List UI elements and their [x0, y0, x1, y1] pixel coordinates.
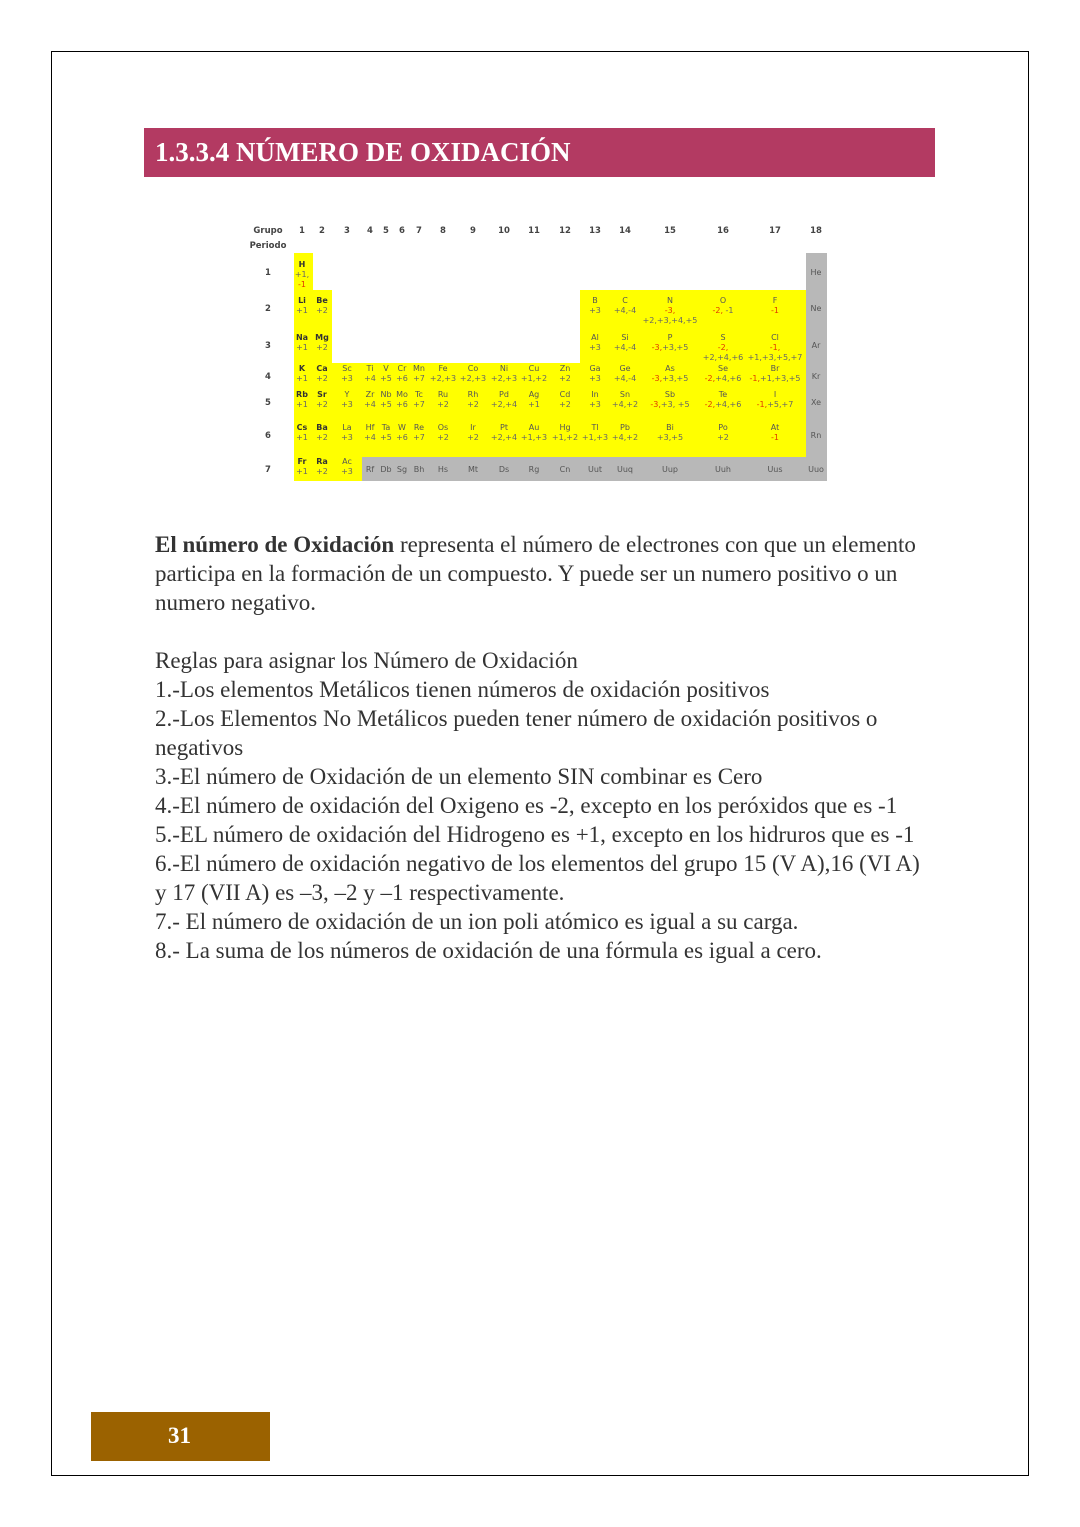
oxidation-states: -1, +1,+3,+5,+7 — [747, 343, 803, 362]
element-cell — [589, 390, 601, 410]
element-cell — [705, 390, 742, 410]
period-number: 5 — [265, 398, 271, 408]
element-symbol: Ac — [342, 457, 352, 466]
element-cell — [528, 390, 540, 410]
element-symbol: Ni — [499, 364, 509, 373]
element-symbol: O — [719, 296, 727, 305]
element-symbol: N — [667, 296, 673, 305]
element-cell — [413, 423, 425, 443]
oxidation-states: +4,-4 — [613, 374, 637, 383]
element-symbol: Tc — [415, 390, 423, 399]
element-symbol: Si — [621, 333, 629, 342]
element-symbol: Br — [770, 364, 780, 373]
period-number: 4 — [265, 372, 271, 382]
oxidation-states: +1 — [296, 400, 308, 409]
element-cell — [438, 465, 448, 475]
element-cell — [662, 465, 678, 475]
element-symbol: Cr — [397, 364, 407, 373]
element-cell — [491, 364, 517, 384]
oxidation-states: +2 — [316, 343, 328, 352]
element-cell — [296, 296, 308, 316]
element-cell — [413, 364, 425, 384]
oxidation-states: -1 — [771, 306, 779, 315]
element-symbol: V — [383, 364, 389, 373]
element-cell — [748, 333, 803, 363]
element-symbol: Ru — [437, 390, 449, 399]
element-symbol: Uuo — [808, 465, 824, 474]
element-cell — [521, 364, 547, 384]
element-cell — [491, 423, 517, 443]
oxidation-states: +3 — [341, 400, 353, 409]
element-symbol: Mt — [467, 465, 479, 474]
element-cell — [750, 364, 801, 384]
rule-item: 5.-EL número de oxidación del Hidrogeno es +1, excepto en los hidruros que es -1 — [155, 822, 915, 847]
element-symbol: Mo — [396, 390, 408, 399]
element-cell — [437, 390, 449, 410]
group-number: 4 — [367, 226, 373, 236]
oxidation-states: +6 — [396, 433, 408, 442]
element-cell — [380, 390, 392, 410]
oxidation-states: +4,-4 — [613, 343, 637, 352]
element-cell — [396, 423, 408, 443]
body-text — [155, 530, 935, 965]
element-cell — [316, 364, 328, 384]
group-number: 3 — [344, 226, 350, 236]
oxidation-states: +4,-4 — [613, 306, 637, 315]
element-cell — [703, 333, 743, 363]
element-symbol: Re — [413, 423, 425, 432]
oxidation-states: +6 — [396, 400, 408, 409]
element-symbol: Uup — [661, 465, 679, 474]
oxidation-states: +2 — [316, 306, 328, 315]
period-number: 1 — [265, 268, 271, 278]
element-cell — [467, 390, 479, 410]
period-number: 3 — [265, 341, 271, 351]
rule-item: 3.-El número de Oxidación de un elemento SIN combinar es Cero — [155, 764, 763, 789]
rules-list — [155, 675, 935, 965]
element-cell — [380, 364, 392, 384]
element-symbol: Pb — [620, 423, 630, 432]
group-number: 1 — [299, 226, 305, 236]
element-symbol: Pt — [500, 423, 508, 432]
group-number: 10 — [498, 226, 510, 236]
oxidation-states: +3,+5 — [656, 433, 684, 442]
element-symbol: As — [665, 364, 675, 373]
element-cell — [316, 457, 328, 477]
element-cell — [414, 465, 425, 475]
oxidation-states: +4,+2 — [611, 433, 639, 442]
element-cell — [712, 296, 733, 316]
oxidation-states: +3 — [341, 433, 353, 442]
oxidation-states: +1 — [296, 433, 308, 442]
element-symbol: Ir — [470, 423, 476, 432]
element-cell — [812, 372, 821, 382]
element-symbol: Ca — [316, 364, 328, 373]
element-symbol: Mn — [413, 364, 425, 373]
intro-bold: El número de Oxidación — [155, 532, 395, 557]
element-symbol: Rb — [296, 390, 308, 399]
element-symbol: Cu — [528, 364, 540, 373]
element-cell — [341, 423, 353, 443]
oxidation-states: +1 — [296, 467, 308, 476]
element-symbol: Se — [717, 364, 728, 373]
group-number: 6 — [399, 226, 405, 236]
element-symbol: Uut — [587, 465, 603, 474]
element-cell — [364, 364, 376, 384]
element-symbol: Cd — [559, 390, 571, 399]
period-label: Periodo — [249, 241, 287, 251]
rule-item: 1.-Los elementos Metálicos tienen números de oxidación positivos — [155, 677, 770, 702]
oxidation-states: +3 — [589, 400, 601, 409]
element-cell — [652, 333, 689, 353]
element-symbol: Db — [380, 465, 392, 474]
element-symbol: P — [667, 333, 673, 342]
oxidation-states: +2 — [316, 400, 328, 409]
page-number-box — [91, 1412, 270, 1461]
oxidation-states: +2,+3 — [490, 374, 518, 383]
rule-item: 7.- El número de oxidación de un ion poli atómico es igual a su carga. — [155, 909, 799, 934]
element-symbol: B — [592, 296, 598, 305]
oxidation-states: -1 — [771, 433, 779, 442]
element-symbol: Pd — [499, 390, 509, 399]
element-symbol: Hg — [559, 423, 571, 432]
element-cell — [650, 390, 689, 410]
oxidation-states: +2 — [316, 374, 328, 383]
element-cell — [296, 333, 308, 353]
section-title: 1.3.3.4 NÚMERO DE OXIDACIÓN — [155, 137, 571, 167]
element-symbol: Uus — [767, 465, 783, 474]
element-cell — [341, 457, 353, 477]
oxidation-states: +2 — [437, 433, 449, 442]
element-symbol: Cn — [559, 465, 571, 474]
oxidation-states: +2 — [717, 433, 729, 442]
group-number: 11 — [528, 226, 540, 236]
element-cell — [588, 465, 602, 475]
element-symbol: Nb — [380, 390, 392, 399]
element-cell — [397, 465, 407, 475]
element-cell — [296, 423, 308, 443]
element-symbol: Os — [437, 423, 449, 432]
element-symbol: Sg — [396, 465, 408, 474]
oxidation-states: +3 — [589, 343, 601, 352]
rule-item: 8.- La suma de los números de oxidación de una fórmula es igual a cero. — [155, 938, 822, 963]
element-cell — [413, 390, 425, 410]
element-cell — [380, 465, 391, 475]
element-cell — [705, 364, 742, 384]
element-cell — [316, 296, 328, 316]
oxidation-states: +4 — [364, 374, 376, 383]
oxidation-states: +2 — [316, 467, 328, 476]
element-cell — [811, 304, 822, 314]
oxidation-states: +3 — [589, 374, 601, 383]
element-cell — [643, 296, 698, 326]
element-symbol: Li — [298, 296, 306, 305]
element-cell — [811, 398, 821, 408]
element-symbol: Ag — [528, 390, 540, 399]
element-cell — [296, 457, 308, 477]
element-symbol: Zn — [559, 364, 571, 373]
oxidation-states: -2,+4,+6 — [704, 374, 742, 383]
group-number: 17 — [769, 226, 781, 236]
element-symbol: K — [298, 364, 306, 373]
oxidation-states: +1,+2 — [520, 374, 548, 383]
element-cell — [589, 296, 601, 316]
element-symbol: Na — [295, 333, 309, 342]
element-cell — [296, 390, 308, 410]
rule-item: 6.-El número de oxidación negativo de los elementos del grupo 15 (V A),16 (VI A) y 17 (VII A) es –3, –2 y –1 respectivamente. — [155, 851, 920, 905]
element-symbol: In — [591, 390, 599, 399]
element-symbol: Tl — [591, 423, 599, 432]
element-cell — [491, 390, 517, 410]
oxidation-states: -1,+5,+7 — [756, 400, 794, 409]
element-cell — [529, 465, 540, 475]
element-cell — [460, 364, 486, 384]
table-bg — [806, 253, 827, 481]
element-cell — [316, 423, 328, 443]
element-symbol: Ba — [316, 423, 328, 432]
element-symbol: Hf — [365, 423, 375, 432]
oxidation-states: +2 — [559, 400, 571, 409]
section-header — [144, 128, 935, 177]
element-symbol: Hs — [437, 465, 449, 474]
group-number: 5 — [383, 226, 389, 236]
element-cell — [589, 333, 601, 353]
oxidation-states: +5 — [380, 433, 392, 442]
oxidation-states: +7 — [413, 433, 425, 442]
element-cell — [589, 364, 601, 384]
intro-rest: representa el número de electrones con que un elemento participa en la formación de un compuesto. Y puede ser un numero positivo o un numero negativo. — [155, 532, 916, 615]
oxidation-states: +4 — [364, 433, 376, 442]
element-cell — [614, 364, 636, 384]
element-cell — [430, 364, 456, 384]
group-number: 14 — [619, 226, 631, 236]
element-symbol: Zr — [365, 390, 375, 399]
element-cell — [341, 390, 353, 410]
period-number: 6 — [265, 431, 271, 441]
element-cell — [552, 423, 578, 443]
element-cell — [396, 364, 408, 384]
element-cell — [316, 390, 328, 410]
element-cell — [364, 390, 376, 410]
element-cell — [295, 260, 309, 290]
rule-item: 4.-El número de oxidación del Oxigeno es -2, excepto en los peróxidos que es -1 — [155, 793, 898, 818]
element-symbol: Cs — [296, 423, 308, 432]
oxidation-states: -1,+1,+3,+5 — [749, 374, 801, 383]
oxidation-states: -2,+4,+6 — [704, 400, 742, 409]
oxidation-states: -2, -1 — [712, 306, 734, 315]
oxidation-states: +5 — [380, 400, 392, 409]
oxidation-states: +6 — [396, 374, 408, 383]
element-cell — [315, 333, 329, 353]
oxidation-states: +2 — [437, 400, 449, 409]
element-symbol: Bi — [666, 423, 674, 432]
element-symbol: Sc — [342, 364, 352, 373]
element-cell — [614, 333, 636, 353]
oxidation-states: +2,+4 — [490, 400, 518, 409]
element-symbol: Rg — [528, 465, 540, 474]
element-cell — [437, 423, 449, 443]
element-symbol: Kr — [811, 372, 821, 381]
rule-item: 2.-Los Elementos No Metálicos pueden tener número de oxidación positivos o negativos — [155, 706, 878, 760]
oxidation-states: +1 — [296, 343, 308, 352]
element-symbol: Uuq — [616, 465, 634, 474]
oxidation-states: +1 — [296, 374, 308, 383]
element-cell — [396, 390, 408, 410]
element-symbol: Be — [316, 296, 328, 305]
element-cell — [559, 390, 571, 410]
element-cell — [612, 423, 638, 443]
oxidation-states: +2,+3 — [429, 374, 457, 383]
element-symbol: Ds — [498, 465, 510, 474]
element-symbol: La — [342, 423, 352, 432]
group-number: 7 — [416, 226, 422, 236]
element-symbol: Ti — [366, 364, 374, 373]
element-symbol: Rh — [467, 390, 479, 399]
element-symbol: He — [810, 268, 822, 277]
element-cell — [380, 423, 392, 443]
element-cell — [811, 268, 822, 278]
element-symbol: Ta — [381, 423, 391, 432]
oxidation-states: -3, +2,+3,+4,+5 — [642, 306, 698, 325]
element-symbol: Cl — [771, 333, 779, 342]
element-cell — [499, 465, 509, 475]
element-cell — [767, 465, 782, 475]
group-label: Grupo — [253, 226, 283, 236]
element-symbol: W — [398, 423, 406, 432]
element-cell — [657, 423, 683, 443]
oxidation-states: -3,+3,+5 — [651, 374, 689, 383]
oxidation-states: +4 — [364, 400, 376, 409]
element-cell — [366, 465, 374, 475]
oxidation-states: -2, +2,+4,+6 — [702, 343, 744, 362]
element-symbol: Fe — [438, 364, 448, 373]
element-symbol: At — [770, 423, 780, 432]
oxidation-states: +3 — [341, 467, 353, 476]
oxidation-states: +4,+2 — [611, 400, 639, 409]
element-symbol: H — [298, 260, 306, 269]
oxidation-states: +1,+3 — [520, 433, 548, 442]
element-cell — [717, 423, 729, 443]
element-symbol: Ge — [619, 364, 631, 373]
element-symbol: F — [772, 296, 778, 305]
element-symbol: Co — [467, 364, 479, 373]
oxidation-states: +5 — [380, 374, 392, 383]
element-symbol: I — [773, 390, 777, 399]
oxidation-states: +2 — [467, 433, 479, 442]
element-cell — [559, 364, 571, 384]
element-cell — [652, 364, 689, 384]
oxidation-states: +7 — [413, 374, 425, 383]
group-number: 2 — [319, 226, 325, 236]
oxidation-states: +2 — [467, 400, 479, 409]
group-number: 9 — [470, 226, 476, 236]
rules-title: Reglas para asignar los Número de Oxidación — [155, 648, 578, 673]
element-cell — [341, 364, 353, 384]
element-symbol: Au — [528, 423, 540, 432]
element-symbol: Rf — [365, 465, 375, 474]
element-cell — [612, 390, 638, 410]
group-number: 18 — [810, 226, 822, 236]
group-number: 13 — [589, 226, 601, 236]
element-cell — [757, 390, 794, 410]
oxidation-states: +2,+3 — [459, 374, 487, 383]
oxidation-states: +3 — [589, 306, 601, 315]
element-cell — [812, 341, 821, 351]
oxidation-states: -3,+3,+5 — [651, 343, 689, 352]
element-cell — [467, 423, 479, 443]
element-symbol: Y — [344, 390, 350, 399]
element-cell — [521, 423, 547, 443]
page-number: 31 — [168, 1423, 191, 1448]
element-symbol: Po — [718, 423, 728, 432]
element-cell — [582, 423, 608, 443]
element-symbol: Ar — [811, 341, 821, 350]
element-symbol: Ga — [589, 364, 601, 373]
element-symbol: S — [720, 333, 726, 342]
element-symbol: Bh — [413, 465, 425, 474]
element-cell — [617, 465, 633, 475]
oxidation-states: -3,+3, +5 — [650, 400, 690, 409]
oxidation-states: +1,+3 — [581, 433, 609, 442]
element-symbol: Fr — [297, 457, 307, 466]
intro-paragraph — [155, 530, 935, 617]
oxidation-states: +1 — [296, 306, 308, 315]
element-cell — [468, 465, 478, 475]
group-number: 16 — [717, 226, 729, 236]
element-symbol: Ra — [316, 457, 328, 466]
element-symbol: Xe — [810, 398, 822, 407]
group-number: 8 — [440, 226, 446, 236]
element-symbol: Rn — [810, 431, 822, 440]
group-number: 15 — [664, 226, 676, 236]
element-symbol: Te — [718, 390, 728, 399]
oxidation-states: +2 — [559, 374, 571, 383]
oxidation-states: +1, -1 — [294, 270, 310, 289]
element-symbol: Sr — [317, 390, 327, 399]
group-number: 12 — [559, 226, 571, 236]
element-cell — [771, 296, 779, 316]
element-cell — [296, 364, 308, 384]
element-symbol: Sn — [619, 390, 631, 399]
element-symbol: Mg — [315, 333, 329, 342]
oxidation-states: +1 — [528, 400, 540, 409]
element-cell — [614, 296, 636, 316]
period-number: 7 — [265, 465, 271, 475]
element-symbol: C — [622, 296, 628, 305]
oxidation-states: +7 — [413, 400, 425, 409]
element-cell — [808, 465, 824, 475]
oxidation-states: +3 — [341, 374, 353, 383]
element-symbol: Uuh — [715, 465, 731, 474]
period-number: 2 — [265, 304, 271, 314]
element-symbol: Al — [591, 333, 599, 342]
table-bg — [362, 457, 807, 481]
element-symbol: Sb — [664, 390, 676, 399]
element-cell — [560, 465, 571, 475]
element-symbol: Ne — [810, 304, 822, 313]
element-cell — [715, 465, 731, 475]
element-cell — [811, 431, 822, 441]
oxidation-states: +1,+2 — [551, 433, 579, 442]
periodic-table — [245, 220, 835, 485]
element-cell — [364, 423, 376, 443]
oxidation-states: +2,+4 — [490, 433, 518, 442]
element-cell — [771, 423, 779, 443]
oxidation-states: +2 — [316, 433, 328, 442]
